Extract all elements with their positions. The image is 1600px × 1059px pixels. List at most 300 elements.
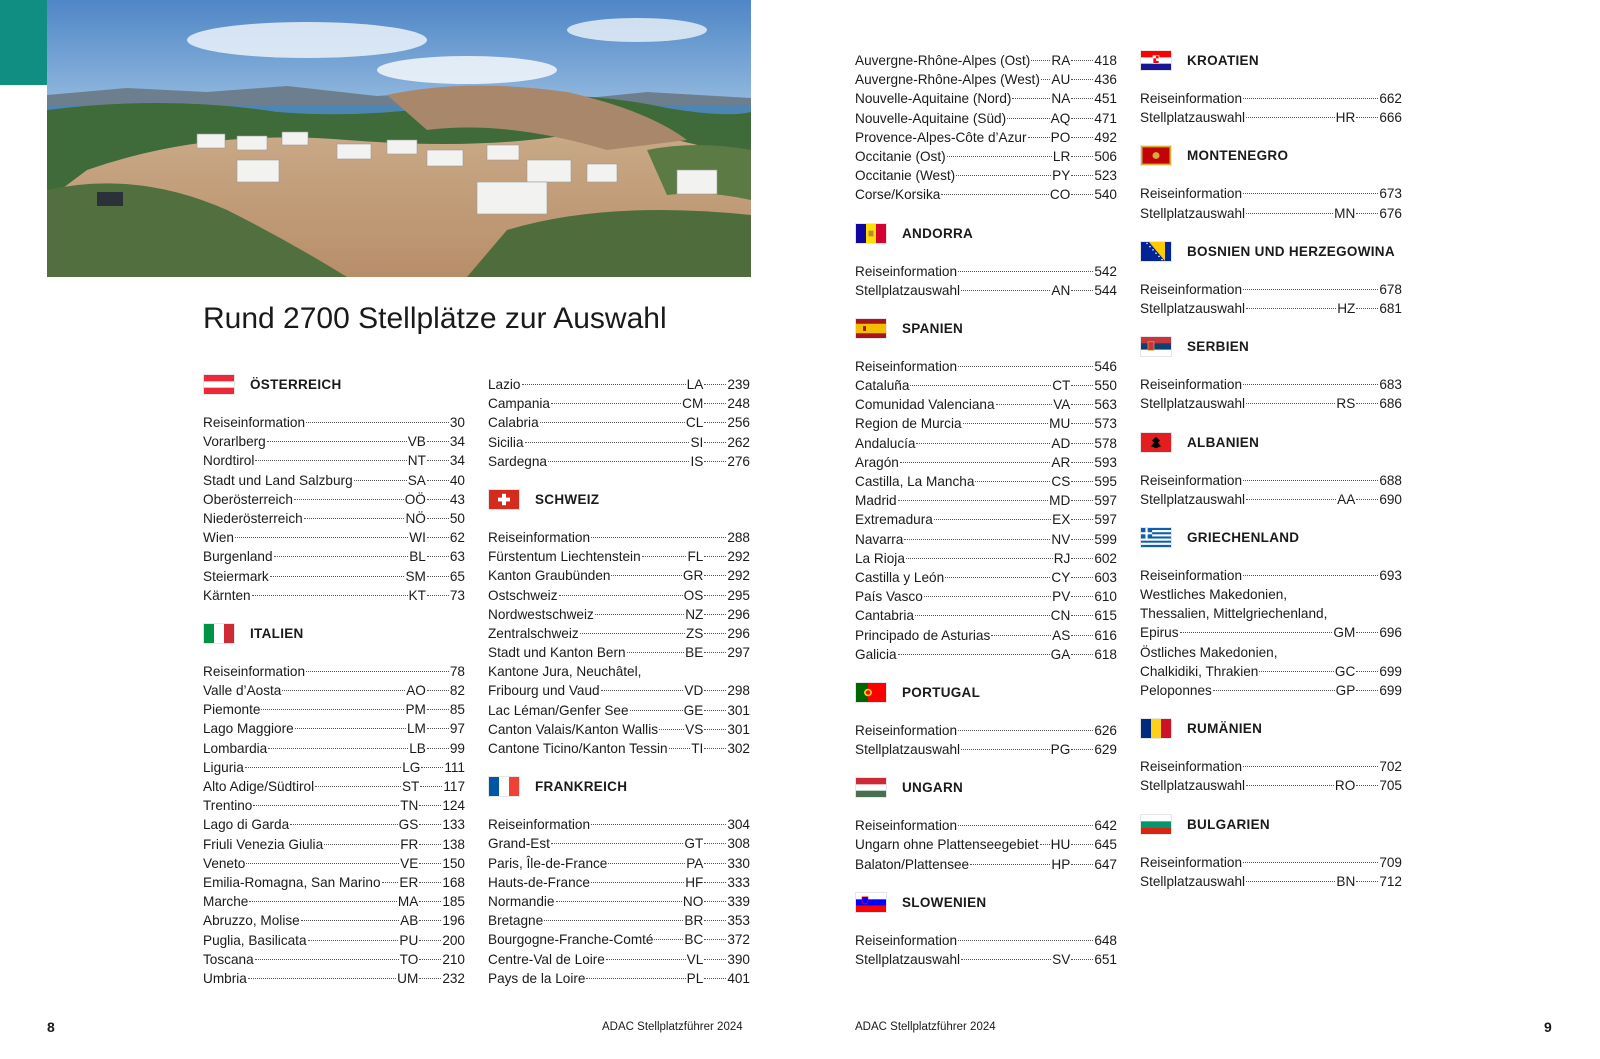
index-entry: [488, 413, 750, 432]
entry-abbreviation: SI: [690, 434, 704, 450]
country-name: ANDORRA: [902, 225, 974, 241]
index-entry: [203, 892, 465, 911]
entry-abbreviation: VE: [400, 855, 419, 871]
leader-dots: [963, 423, 1049, 424]
entry-label: Navarra: [855, 531, 904, 547]
leader-dots: [248, 978, 396, 979]
leader-dots: [427, 518, 449, 519]
index-entry: [203, 528, 465, 547]
entry-abbreviation: VB: [407, 434, 426, 450]
country-heading: [203, 624, 465, 643]
index-entry: [1140, 566, 1402, 585]
country-name: ITALIEN: [250, 625, 304, 641]
leader-dots: [551, 403, 681, 404]
entry-label: Reiseinformation: [1140, 567, 1242, 583]
entry-abbreviation: FR: [400, 836, 419, 852]
entry-page: 73: [449, 587, 465, 603]
index-entry: [488, 969, 750, 988]
entry-label: Piemonte: [203, 702, 261, 718]
entry-page: 297: [727, 645, 750, 661]
leader-dots: [1012, 98, 1050, 99]
entry-page: 168: [442, 874, 465, 890]
leader-dots: [961, 959, 1051, 960]
leader-dots: [1259, 671, 1334, 672]
entry-abbreviation: NV: [1051, 531, 1071, 547]
leader-dots: [654, 939, 683, 940]
entry-abbreviation: HU: [1050, 837, 1071, 853]
section-gap: [1140, 509, 1402, 528]
entry-label: Fürstentum Liechtenstein: [488, 549, 641, 565]
leader-dots: [591, 537, 726, 538]
country-heading: [1140, 433, 1402, 452]
leader-dots: [354, 480, 407, 481]
leader-dots: [304, 518, 405, 519]
entry-label: Lombardia: [203, 740, 268, 756]
entry-label: Castilla, La Mancha: [855, 474, 975, 489]
entry-page: 111: [444, 759, 465, 775]
index-entry: [203, 815, 465, 834]
entry-page: 256: [727, 415, 750, 431]
entry-label: Reiseinformation: [1140, 377, 1242, 393]
entry-label: Peloponnes: [1140, 683, 1212, 698]
index-entry: [855, 109, 1117, 128]
entry-label: Reiseinformation: [855, 263, 957, 279]
section-gap: [488, 471, 750, 490]
leader-dots: [246, 863, 399, 864]
index-entry: [488, 950, 750, 969]
leader-dots: [1071, 194, 1093, 195]
entry-label: Veneto: [203, 855, 246, 871]
entry-label: Bretagne: [488, 913, 544, 929]
country-name: BOSNIEN UND HERZEGOWINA: [1187, 243, 1395, 259]
leader-dots: [1071, 290, 1093, 291]
leader-dots: [1246, 881, 1335, 882]
leader-dots: [427, 499, 449, 500]
leader-dots: [295, 728, 406, 729]
leader-dots: [1071, 462, 1093, 463]
entry-label: Reiseinformation: [855, 932, 957, 948]
entry-page: 563: [1094, 397, 1117, 413]
leader-dots: [1028, 137, 1050, 138]
flag-si-icon: [855, 892, 887, 913]
section-gap: [1140, 223, 1402, 242]
index-entry: [855, 931, 1117, 950]
index-entry: [203, 835, 465, 854]
leader-dots: [898, 654, 1050, 655]
flag-ad-icon: [855, 223, 887, 244]
entry-abbreviation: CN: [1050, 608, 1071, 624]
index-entry: [203, 739, 465, 758]
entry-page: 492: [1094, 129, 1117, 145]
entry-page: 292: [727, 549, 750, 565]
entry-abbreviation: EX: [1052, 512, 1071, 528]
leader-dots: [900, 462, 1051, 463]
entry-label: Nouvelle-Aquitaine (Nord): [855, 91, 1012, 107]
leader-dots: [1071, 175, 1093, 176]
index-entry: [203, 490, 465, 509]
leader-dots: [1356, 881, 1378, 882]
entry-abbreviation: GS: [398, 817, 419, 833]
leader-dots: [301, 920, 399, 921]
leader-dots: [1071, 959, 1093, 960]
entry-page: 276: [727, 453, 750, 469]
leader-dots: [308, 940, 399, 941]
entry-page: 471: [1094, 110, 1117, 126]
flag-it-icon: [203, 623, 235, 644]
index-entry: [203, 586, 465, 605]
index-entry: [855, 587, 1117, 606]
entry-label: Occitanie (West): [855, 168, 956, 184]
leader-dots: [606, 959, 686, 960]
index-entry: [488, 739, 750, 758]
index-entry: [488, 701, 750, 720]
leader-dots: [704, 633, 726, 634]
entry-label: Reiseinformation: [1140, 759, 1242, 775]
entry-page: 681: [1379, 300, 1402, 316]
leader-dots: [427, 576, 449, 577]
entry-page: 550: [1094, 378, 1117, 394]
leader-dots: [419, 920, 441, 921]
leader-dots: [1246, 403, 1335, 404]
leader-dots: [419, 901, 441, 902]
leader-dots: [559, 595, 683, 596]
leader-dots: [1356, 499, 1378, 500]
leader-dots: [1071, 577, 1093, 578]
entry-page: 62: [449, 530, 465, 546]
country-heading: [855, 778, 1117, 797]
leader-dots: [611, 575, 681, 576]
entry-page: 301: [727, 721, 750, 737]
entry-abbreviation: GM: [1333, 625, 1356, 641]
leader-dots: [556, 901, 682, 902]
entry-label: Valle d’Aosta: [203, 683, 282, 699]
section-gap: [855, 300, 1117, 319]
entry-abbreviation: MD: [1049, 493, 1071, 509]
leader-dots: [1356, 117, 1378, 118]
leader-dots: [315, 786, 401, 787]
entry-abbreviation: NÖ: [405, 510, 426, 526]
index-column-4: [1140, 51, 1402, 891]
index-column-1: [203, 375, 465, 988]
entry-abbreviation: LR: [1052, 148, 1071, 164]
index-entry: [203, 662, 465, 681]
entry-label: Nouvelle-Aquitaine (Süd): [855, 110, 1007, 126]
leader-dots: [642, 556, 687, 557]
section-gap: [203, 605, 465, 624]
leader-dots: [704, 403, 726, 404]
entry-page: 616: [1094, 627, 1117, 643]
index-entry: [855, 740, 1117, 759]
entry-label: País Vasco: [855, 589, 923, 605]
entry-abbreviation: RJ: [1053, 550, 1071, 566]
entry-page: 40: [449, 472, 465, 488]
entry-label: Aragón: [855, 454, 899, 470]
entry-page: 333: [727, 874, 750, 890]
entry-abbreviation: AA: [1337, 491, 1356, 507]
entry-page: 296: [727, 606, 750, 622]
entry-label: Cantone Ticino/Kanton Tessin: [488, 741, 668, 756]
leader-dots: [924, 596, 1051, 597]
entry-abbreviation: AD: [1051, 435, 1071, 451]
leader-dots: [704, 729, 726, 730]
leader-dots: [1071, 79, 1093, 80]
index-entry: [855, 606, 1117, 625]
country-heading: [855, 683, 1117, 702]
leader-dots: [419, 882, 441, 883]
entry-label: Normandie: [488, 893, 555, 909]
leader-dots: [274, 556, 409, 557]
entry-abbreviation: PY: [1052, 168, 1071, 184]
entry-label: Lazio: [488, 377, 521, 392]
entry-label: Reiseinformation: [1140, 472, 1242, 488]
leader-dots: [704, 901, 726, 902]
entry-page: 645: [1094, 837, 1117, 853]
entry-abbreviation: AQ: [1050, 110, 1071, 126]
entry-abbreviation: GC: [1334, 663, 1356, 679]
leader-dots: [958, 730, 1093, 731]
index-entry: [203, 567, 465, 586]
page-number-left: 8: [47, 1019, 55, 1035]
entry-page: 117: [443, 779, 465, 794]
leader-dots: [551, 843, 683, 844]
entry-page: 99: [449, 740, 465, 756]
entry-page: 593: [1094, 454, 1117, 470]
leader-dots: [420, 786, 442, 787]
entry-abbreviation: CL: [685, 415, 704, 431]
flag-at-icon: [203, 374, 235, 395]
index-entry: [1140, 108, 1402, 127]
leader-dots: [382, 882, 399, 883]
entry-label: Kanton Graubünden: [488, 568, 611, 584]
flag-ba-icon: [1140, 241, 1172, 262]
entry-page: 626: [1094, 722, 1117, 738]
index-entry: [488, 720, 750, 739]
country-name: FRANKREICH: [535, 779, 628, 795]
entry-page: 304: [727, 817, 750, 833]
leader-dots: [1071, 844, 1093, 845]
leader-dots: [1246, 785, 1334, 786]
entry-abbreviation: TO: [399, 951, 419, 967]
entry-abbreviation: NA: [1051, 91, 1071, 107]
entry-page: 642: [1094, 818, 1117, 834]
entry-label: Region de Murcia: [855, 416, 962, 432]
entry-abbreviation: ZS: [685, 625, 704, 641]
country-name: SLOWENIEN: [902, 894, 987, 910]
entry-page: 390: [727, 951, 750, 967]
entry-page: 50: [449, 510, 465, 526]
entry-abbreviation: CS: [1051, 474, 1071, 489]
leader-dots: [1071, 156, 1093, 157]
index-entry: [203, 719, 465, 738]
leader-dots: [958, 825, 1093, 826]
index-entry: [488, 528, 750, 547]
index-entry: [203, 854, 465, 873]
leader-dots: [1071, 404, 1093, 405]
leader-dots: [1356, 632, 1378, 633]
index-entry: [488, 834, 750, 853]
entry-abbreviation: PG: [1050, 742, 1071, 758]
page-title: Rund 2700 Stellplätze zur Auswahl: [203, 302, 667, 335]
leader-dots: [419, 959, 441, 960]
leader-dots: [906, 558, 1053, 559]
leader-dots: [958, 940, 1093, 941]
entry-page: 648: [1094, 932, 1117, 948]
leader-dots: [627, 652, 685, 653]
index-entry: [488, 547, 750, 566]
country-heading: [203, 375, 465, 394]
leader-dots: [306, 671, 449, 672]
country-heading: [488, 777, 750, 796]
leader-dots: [704, 384, 726, 385]
leader-dots: [1071, 864, 1093, 865]
index-entry: [855, 491, 1117, 510]
entry-label: Corse/Korsika: [855, 187, 941, 203]
flag-hu-icon: [855, 777, 887, 798]
leader-dots: [934, 519, 1051, 520]
index-entry: [1140, 776, 1402, 795]
index-entry: [203, 911, 465, 930]
index-entry: [855, 128, 1117, 147]
leader-dots: [704, 863, 726, 864]
leader-dots: [595, 614, 684, 615]
leader-dots: [1071, 635, 1093, 636]
index-entry: [855, 568, 1117, 587]
entry-label: Auvergne-Rhône-Alpes (Ost): [855, 53, 1031, 68]
index-entry: [855, 166, 1117, 185]
leader-dots: [704, 939, 726, 940]
entry-page: 546: [1094, 358, 1117, 374]
entry-page: 210: [442, 951, 465, 967]
entry-page: 506: [1094, 148, 1117, 164]
entry-abbreviation: PL: [686, 970, 704, 986]
entry-label: Grand-Est: [488, 836, 550, 852]
leader-dots: [996, 404, 1053, 405]
entry-page: 629: [1094, 742, 1117, 758]
entry-page: 693: [1379, 567, 1402, 583]
leader-dots: [961, 290, 1050, 291]
entry-page: 248: [727, 396, 750, 412]
entry-abbreviation: OÖ: [404, 491, 426, 507]
entry-label: Lago Maggiore: [203, 721, 294, 737]
entry-label: Reiseinformation: [855, 722, 957, 738]
entry-page: 34: [449, 434, 465, 450]
entry-label: Oberösterreich: [203, 491, 293, 507]
entry-page: 673: [1379, 186, 1402, 202]
entry-abbreviation: VS: [685, 721, 704, 737]
entry-abbreviation: PU: [399, 932, 419, 948]
index-entry: [1140, 681, 1402, 700]
entry-abbreviation: GE: [683, 702, 704, 718]
index-entry: [855, 472, 1117, 491]
entry-label: Ungarn ohne Plattenseegebiet: [855, 837, 1039, 853]
entry-abbreviation: LM: [406, 721, 426, 737]
leader-dots: [1356, 213, 1378, 214]
entry-page: 150: [442, 855, 465, 871]
entry-abbreviation: RS: [1336, 396, 1356, 412]
entry-abbreviation: HP: [1051, 856, 1071, 872]
entry-abbreviation: BL: [409, 549, 426, 565]
entry-abbreviation: MA: [397, 894, 419, 910]
country-heading: [488, 490, 750, 509]
entry-abbreviation: NO: [682, 893, 704, 909]
entry-label: Galicia: [855, 646, 897, 662]
entry-abbreviation: LA: [686, 377, 704, 392]
leader-dots: [1007, 118, 1050, 119]
entry-abbreviation: TI: [691, 741, 704, 756]
leader-dots: [704, 920, 726, 921]
leader-dots: [1243, 480, 1378, 481]
entry-label: Auvergne-Rhône-Alpes (West): [855, 72, 1040, 88]
leader-dots: [704, 556, 726, 557]
entry-label: Hauts-de-France: [488, 874, 590, 890]
entry-label: Occitanie (Ost): [855, 148, 946, 164]
entry-abbreviation: AB: [400, 913, 419, 929]
leader-dots: [970, 864, 1050, 865]
index-entry: [203, 451, 465, 470]
entry-page: 232: [442, 970, 465, 986]
entry-page: 544: [1094, 282, 1117, 298]
leader-dots: [704, 710, 726, 711]
country-heading: [1140, 337, 1402, 356]
index-entry: [855, 89, 1117, 108]
entry-page: 124: [442, 798, 465, 814]
entry-page: 239: [727, 377, 750, 392]
country-name: SCHWEIZ: [535, 491, 600, 507]
entry-label: Alto Adige/Südtirol: [203, 779, 315, 794]
index-entry: [1140, 757, 1402, 776]
entry-page: 678: [1379, 281, 1402, 297]
entry-abbreviation: ER: [399, 874, 419, 890]
entry-page: 602: [1094, 550, 1117, 566]
entry-abbreviation: AN: [1051, 282, 1071, 298]
entry-label: Stellplatzauswahl: [855, 952, 961, 967]
entry-page: 401: [727, 970, 750, 986]
entry-page: 185: [442, 894, 465, 910]
entry-label: Stellplatzauswahl: [1140, 873, 1246, 889]
section-gap: [855, 664, 1117, 683]
entry-abbreviation: PV: [1052, 589, 1071, 605]
entry-abbreviation: AU: [1051, 72, 1071, 88]
entry-page: 599: [1094, 531, 1117, 547]
entry-label: Provence-Alpes-Côte d’Azur: [855, 129, 1027, 145]
entry-label: Nordtirol: [203, 453, 255, 469]
index-entry: [203, 509, 465, 528]
country-heading: [1140, 719, 1402, 738]
entry-page: 418: [1094, 53, 1117, 68]
leader-dots: [1040, 844, 1050, 845]
leader-dots: [608, 863, 685, 864]
entry-label: Bourgogne-Franche-Comté: [488, 932, 654, 948]
leader-dots: [669, 748, 691, 749]
entry-page: 436: [1094, 72, 1117, 88]
entry-page: 339: [727, 893, 750, 909]
entry-abbreviation: LB: [409, 740, 426, 756]
entry-label: La Rioja: [855, 550, 905, 566]
entry-abbreviation: LG: [402, 759, 421, 775]
leader-dots: [1071, 500, 1093, 501]
entry-page: 610: [1094, 589, 1117, 605]
entry-label: Reiseinformation: [1140, 91, 1242, 106]
index-entry: [203, 950, 465, 969]
entry-label: Lago di Garda: [203, 817, 290, 833]
entry-page: 615: [1094, 608, 1117, 624]
leader-dots: [580, 633, 685, 634]
entry-abbreviation: GP: [1335, 683, 1356, 698]
entry-page: 372: [727, 932, 750, 948]
leader-dots: [910, 385, 1051, 386]
entry-page: 288: [727, 529, 750, 545]
leader-dots: [1071, 385, 1093, 386]
